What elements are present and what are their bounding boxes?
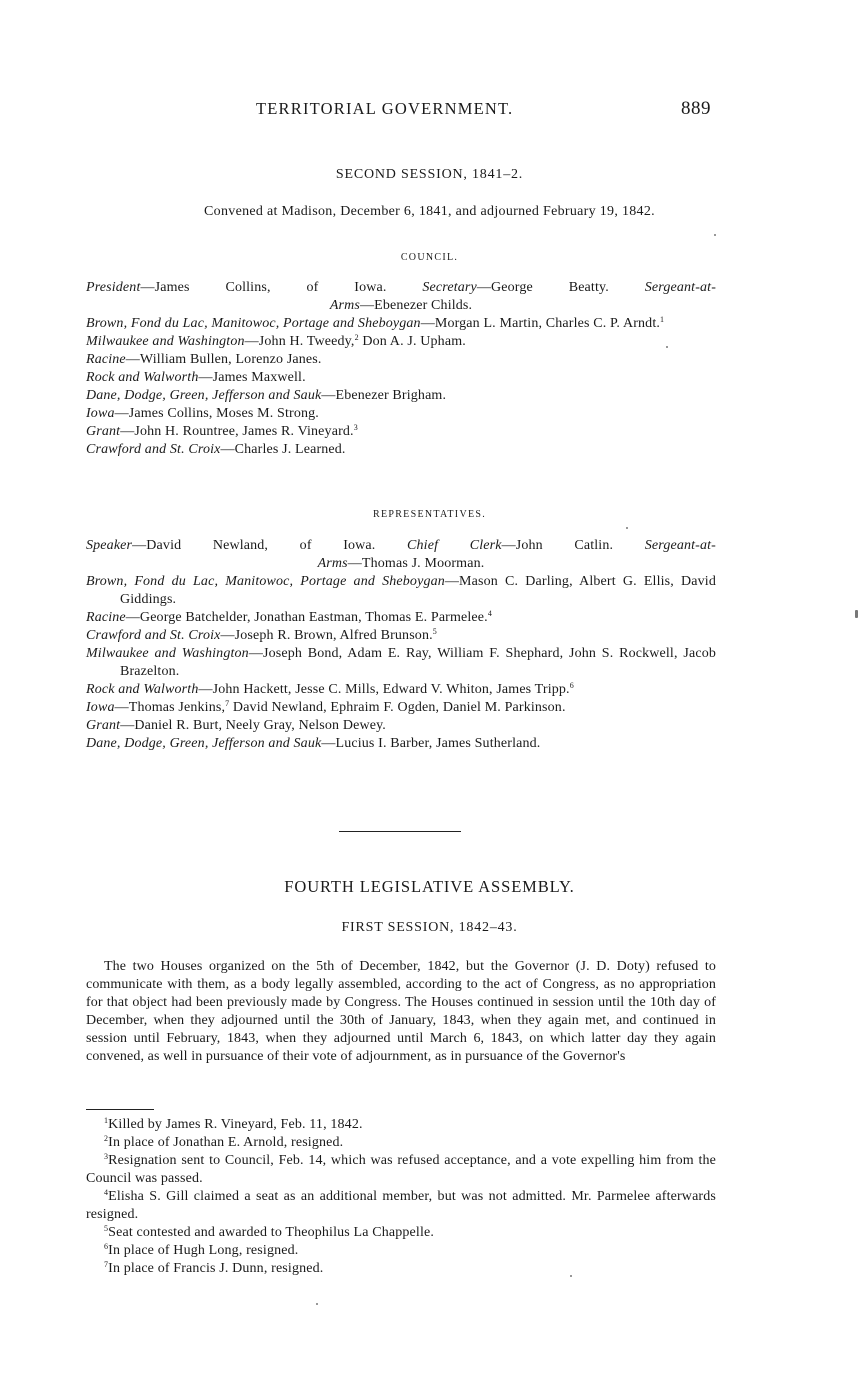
members: —Mason C. Darling, Albert G. Ellis, David Giddings.	[120, 574, 716, 607]
members: —John H. Tweedy,	[244, 334, 355, 349]
council-entry	[86, 405, 716, 423]
representatives-entry	[86, 645, 716, 681]
district: Rock and Walworth	[86, 682, 199, 697]
footnote-ref: 5	[432, 627, 437, 636]
district: Grant	[86, 718, 121, 733]
representatives-entry	[86, 609, 716, 627]
print-speck	[570, 1275, 572, 1277]
convened-line: Convened at Madison, December 6, 1841, and adjourned February 19, 1842.	[204, 204, 655, 219]
footnote-mark: 2	[104, 1134, 109, 1143]
sergeant-label-b: Arms	[329, 298, 360, 313]
district: Iowa	[86, 406, 115, 421]
footnote-mark: 6	[104, 1242, 109, 1251]
secretary-label: Secretary	[422, 280, 477, 295]
members: —Thomas Jenkins,	[114, 700, 226, 715]
district: Brown, Fond du Lac, Manitowoc, Portage and Sheboygan	[86, 574, 445, 589]
sergeant-label-b: Arms	[317, 556, 348, 571]
footnote-mark: 3	[104, 1152, 109, 1161]
footnote	[86, 1224, 716, 1242]
council-entry	[86, 387, 716, 405]
district: Iowa	[86, 700, 115, 715]
footnote-mark: 7	[104, 1260, 109, 1269]
speaker-label: Speaker	[86, 538, 133, 553]
print-speck	[714, 234, 716, 236]
footnote-mark: 5	[104, 1224, 109, 1233]
footnote-mark: 4	[104, 1188, 109, 1197]
footnote-ref: 4	[487, 609, 492, 618]
members: —James Maxwell.	[198, 370, 306, 385]
footnote-text: Elisha S. Gill claimed a seat as an additional member, but was not admitted. Mr. Parmelee afterwards resigned.	[86, 1189, 716, 1222]
first-session-title: FIRST SESSION, 1842–43.	[341, 920, 518, 935]
section-divider	[339, 831, 461, 832]
sergeant-label-a: Sergeant-at-	[644, 538, 716, 553]
print-speck	[626, 527, 628, 529]
footnote-ref: 6	[569, 681, 574, 690]
print-speck	[855, 610, 858, 618]
members: —George Batchelder, Jonathan Eastman, Thomas E. Parmelee.	[125, 610, 488, 625]
council-entry	[86, 441, 716, 459]
footnote-ref: 7	[225, 699, 230, 708]
representatives-entry	[86, 735, 716, 753]
district: Crawford and St. Croix	[86, 442, 221, 457]
district: Grant	[86, 424, 121, 439]
council-entry	[86, 369, 716, 387]
footnote-text: Seat contested and awarded to Theophilus La Chappelle.	[108, 1225, 435, 1240]
district: Rock and Walworth	[86, 370, 199, 385]
page-number: 889	[681, 98, 711, 119]
district: Brown, Fond du Lac, Manitowoc, Portage and Sheboygan	[86, 316, 421, 331]
members: —Joseph Bond, Adam E. Ray, William F. Shephard, John S. Rockwell, Jacob Brazelton.	[120, 646, 716, 679]
footnotes	[86, 1116, 716, 1278]
president-text: —James Collins, of Iowa.	[140, 280, 387, 295]
footnote	[86, 1188, 716, 1224]
representatives-entry	[86, 627, 716, 645]
members: —Morgan L. Martin, Charles C. P. Arndt.	[420, 316, 661, 331]
representatives-entry	[86, 717, 716, 735]
clerk-label: Chief Clerk	[407, 538, 502, 553]
representatives-officers	[86, 537, 716, 573]
members: —Charles J. Learned.	[220, 442, 346, 457]
footnote	[86, 1242, 716, 1260]
footnote	[86, 1260, 716, 1278]
running-title: TERRITORIAL GOVERNMENT.	[256, 99, 514, 118]
members: —James Collins, Moses M. Strong.	[114, 406, 319, 421]
secretary-text: —George Beatty.	[476, 280, 609, 295]
representatives-entry	[86, 573, 716, 609]
representatives-list	[86, 537, 716, 753]
footnote-text: Resignation sent to Council, Feb. 14, which was refused acceptance, and a vote expelling him from the Council was passed.	[86, 1153, 716, 1186]
footnote-mark: 1	[104, 1116, 109, 1125]
footnote-ref: 1	[660, 315, 665, 324]
body-paragraph: The two Houses organized on the 5th of December, 1842, but the Governor (J. D. Doty) refused to communicate with them, as a body legally assembled, according to the act of Congress, as no appropriation for that object had been previously made by Congress. The Houses continued in session until the 10th day of December, when they adjourned until the 30th of January, 1843, when they again met, and continued in session until February, 1843, when they adjourned until March 6, 1843, on which latter day they again convened, as well in pursuance of their vote of adjournment, as in pursuance of the Governor's	[86, 959, 716, 1064]
members: —Daniel R. Burt, Neely Gray, Nelson Dewey.	[120, 718, 386, 733]
footnote	[86, 1116, 716, 1134]
footnote-ref: 3	[353, 423, 358, 432]
district: Racine	[86, 352, 126, 367]
speaker-text: —David Newland, of Iowa.	[132, 538, 376, 553]
members: —William Bullen, Lorenzo Janes.	[125, 352, 322, 367]
members: Don A. J. Upham.	[358, 334, 466, 349]
members: —Ebenezer Brigham.	[321, 388, 447, 403]
footnote-text: In place of Francis J. Dunn, resigned.	[108, 1261, 324, 1276]
sergeant-text: —Ebenezer Childs.	[359, 298, 473, 313]
footnote-text: In place of Hugh Long, resigned.	[108, 1243, 299, 1258]
council-entry	[86, 423, 716, 441]
footnote-text: In place of Jonathan E. Arnold, resigned.	[108, 1135, 344, 1150]
district: Racine	[86, 610, 126, 625]
sergeant-text: —Thomas J. Moorman.	[347, 556, 485, 571]
district: Milwaukee and Washington	[86, 334, 245, 349]
president-label: President	[86, 280, 141, 295]
footnote-divider	[86, 1109, 154, 1110]
footnote	[86, 1134, 716, 1152]
print-speck	[666, 346, 668, 348]
council-entry	[86, 333, 716, 351]
footnote	[86, 1152, 716, 1188]
district: Dane, Dodge, Green, Jefferson and Sauk	[86, 388, 322, 403]
sergeant-label-a: Sergeant-at-	[644, 280, 717, 295]
council-list	[86, 279, 716, 459]
council-entry	[86, 351, 716, 369]
second-session-title: SECOND SESSION, 1841–2.	[335, 167, 524, 182]
clerk-text: —John Catlin.	[501, 538, 614, 553]
footnote-ref: 2	[354, 333, 359, 342]
council-heading: COUNCIL.	[400, 252, 459, 263]
members: —John H. Rountree, James R. Vineyard.	[120, 424, 354, 439]
council-officers	[86, 279, 716, 315]
print-speck	[316, 1303, 318, 1305]
footnote-text: Killed by James R. Vineyard, Feb. 11, 1842.	[108, 1117, 363, 1132]
members: —Joseph R. Brown, Alfred Brunson.	[220, 628, 433, 643]
members: —Lucius I. Barber, James Sutherland.	[321, 736, 541, 751]
district: Dane, Dodge, Green, Jefferson and Sauk	[86, 736, 322, 751]
members: —John Hackett, Jesse C. Mills, Edward V. Whiton, James Tripp.	[198, 682, 570, 697]
representatives-entry	[86, 681, 716, 699]
district: Crawford and St. Croix	[86, 628, 221, 643]
district: Milwaukee and Washington	[86, 646, 249, 661]
representatives-heading: REPRESENTATIVES.	[372, 509, 487, 520]
fourth-assembly-title: FOURTH LEGISLATIVE ASSEMBLY.	[284, 877, 575, 896]
members: David Newland, Ephraim F. Ogden, Daniel M. Parkinson.	[229, 700, 566, 715]
council-entry	[86, 315, 716, 333]
representatives-entry	[86, 699, 716, 717]
